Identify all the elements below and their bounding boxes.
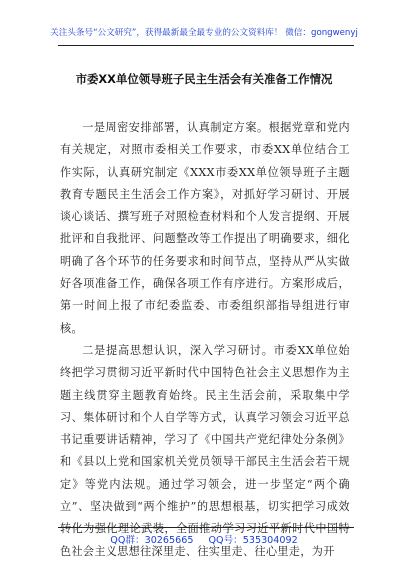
paragraph-1: 一是周密安排部署，认真制定方案。根据党章和党内有关规定，对照市委相关工作要求，市委XX单位结合工作实际，认真研究制定《XXX市委XX单位领导班子主题教育专题民主生活会工作方案》，对抓好学习研讨、开展谈心谈话、撰写班子对照检查材料和个人发言提纲、开展批评和自我批评、问题整改等工作提出了明确要求，细化明确了各个环节的任务要求和时间节点，坚持从严从实做好各项准备工作，确保各项工作有序进行。方案形成后，第一时间上报了市纪委监委、市委组织部指导组进行审核。 (60, 121, 350, 335)
header-note: 关注头条号“公文研究”，获得最新最全最专业的公文资料库！ 微信：gongwenyj (50, 28, 358, 38)
footer-contact: QQ群：30265665 QQ号：535304092 (110, 535, 298, 546)
header-divider (58, 45, 354, 46)
document-body (60, 117, 350, 563)
paragraph-2: 二是提高思想认识，深入学习研讨。市委XX单位始终把学习贯彻习近平新时代中国特色社会主义思想作为主题主线贯穿主题教育始终。民主生活会前，采取集中学习、集体研讨和个人自学等方式，认真学习领会习近平总书记重要讲话精神，学习了《中国共产党纪律处分条例》和《县以上党和国家机关党员领导干部民主生活会若干规定》等党内法规。通过学习领会，进一步坚定“两个确立”、坚决做到“两个维护”的思想根基，切实把学习成效转化为强化理论武装，全面推动学习习近平新时代中国特色社会主义思想往深里走、往实里走、往心里走，为开 (60, 343, 350, 558)
document-title: 市委XX单位领导班子民主生活会有关准备工作情况 (75, 72, 333, 86)
footer-divider (58, 527, 354, 528)
